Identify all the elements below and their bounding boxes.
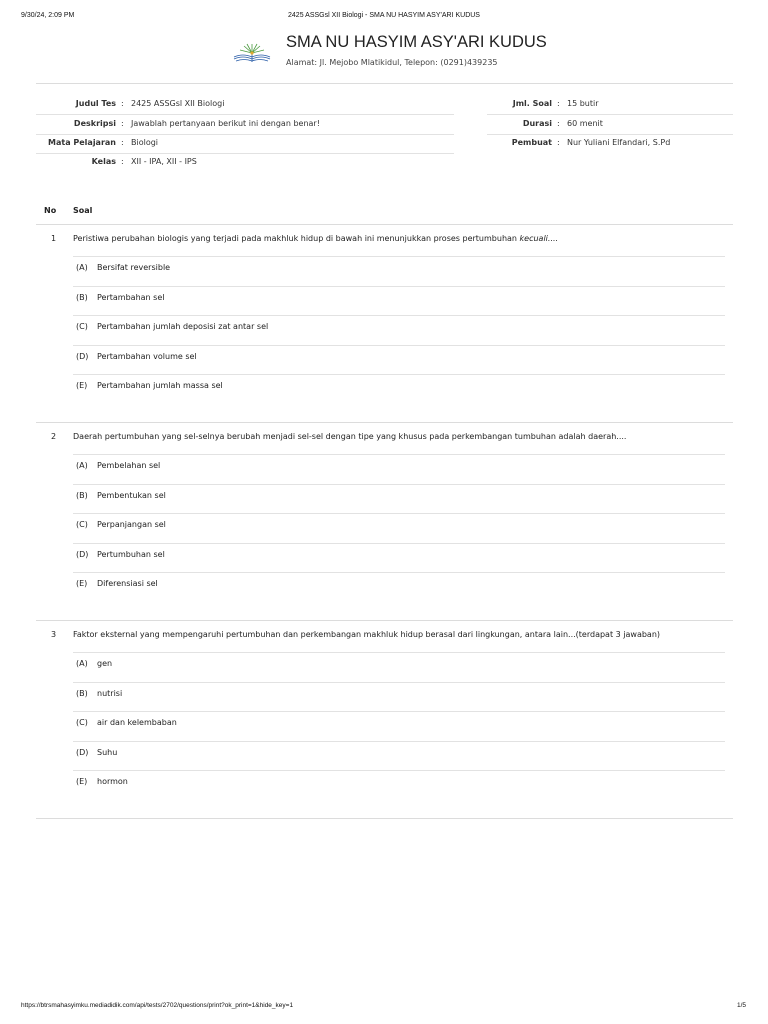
school-name: SMA NU HASYIM ASY'ARI KUDUS — [286, 33, 547, 51]
option-letter: (D) — [76, 748, 89, 757]
column-header-no: No — [44, 206, 57, 215]
question-text-main: Peristiwa perubahan biologis yang terjadi pada makhluk hidup di bawah ini menunjukkan proses pertumbuhan — [73, 234, 520, 243]
option-a — [73, 454, 725, 484]
question-text: Daerah pertumbuhan yang sel-selnya berubah menjadi sel-sel dengan tipe yang khusus pada perkembangan tumbuhan adalah daerah.... — [73, 432, 627, 441]
option-a — [73, 256, 725, 286]
info-colon: : — [121, 99, 124, 108]
option-text: air dan kelembaban — [97, 718, 177, 727]
option-letter: (D) — [76, 550, 89, 559]
test-info-left — [36, 95, 454, 175]
option-c — [73, 513, 725, 543]
school-header — [0, 33, 768, 73]
info-colon: : — [557, 99, 560, 108]
questions-table-header — [36, 205, 733, 225]
option-e — [73, 572, 725, 602]
option-text: Pertambahan volume sel — [97, 352, 197, 361]
option-text: Pembelahan sel — [97, 461, 161, 470]
option-d — [73, 345, 725, 375]
school-address: Alamat: Jl. Mejobo Mlatikidul, Telepon: (0291)439235 — [286, 58, 498, 67]
option-c — [73, 315, 725, 345]
info-value: Biologi — [131, 138, 159, 147]
info-label: Mata Pelajaran — [48, 138, 116, 147]
option-text: Bersifat reversible — [97, 263, 171, 272]
option-letter: (D) — [76, 352, 89, 361]
option-e — [73, 770, 725, 800]
option-letter: (C) — [76, 520, 88, 529]
test-info-right — [487, 95, 733, 155]
info-row-mapel — [36, 134, 454, 154]
question-divider — [36, 620, 733, 621]
print-footer — [0, 1002, 768, 1014]
question-number: 2 — [51, 432, 57, 441]
option-letter: (A) — [76, 461, 88, 470]
option-d — [73, 543, 725, 573]
option-letter: (E) — [76, 381, 88, 390]
info-value: Jawablah pertanyaan berikut ini dengan benar! — [131, 119, 320, 128]
info-value: XII - IPA, XII - IPS — [131, 157, 197, 166]
info-label: Durasi — [522, 119, 552, 128]
option-text: Pembentukan sel — [97, 491, 166, 500]
option-text: Diferensiasi sel — [97, 579, 158, 588]
option-letter: (B) — [76, 491, 88, 500]
print-title: 2425 ASSGsl XII Biologi - SMA NU HASYIM ASY'ARI KUDUS — [288, 12, 480, 19]
option-b — [73, 286, 725, 316]
info-label: Jml. Soal — [512, 99, 552, 108]
option-letter: (A) — [76, 263, 88, 272]
option-text: Pertambahan jumlah deposisi zat antar sel — [97, 322, 269, 331]
question-number: 3 — [51, 630, 57, 639]
question-text-italic: kecuali.... — [519, 234, 559, 243]
option-text: hormon — [97, 777, 128, 786]
info-label: Kelas — [91, 157, 116, 166]
question-text: Faktor eksternal yang mempengaruhi pertumbuhan dan perkembangan makhluk hidup berasal dari lingkungan, antara lain...(terdapat 3 jawaban) — [73, 630, 661, 639]
question-item — [36, 432, 733, 620]
info-value: 2425 ASSGsl XII Biologi — [131, 99, 225, 108]
info-row-pembuat — [487, 134, 733, 153]
info-colon: : — [557, 138, 560, 147]
info-row-judul — [36, 95, 454, 115]
print-url: https://btrsmahasyimku.mediadidik.com/api/tests/2702/questions/print?ok_print=1&hide_key=1 — [21, 1002, 294, 1009]
header-divider — [36, 83, 733, 84]
info-colon: : — [557, 119, 560, 128]
option-a — [73, 652, 725, 682]
option-letter: (E) — [76, 579, 88, 588]
info-colon: : — [121, 138, 124, 147]
school-logo-icon — [232, 41, 272, 65]
question-divider — [36, 818, 733, 819]
option-b — [73, 682, 725, 712]
question-divider — [36, 422, 733, 423]
option-letter: (B) — [76, 689, 88, 698]
print-date: 9/30/24, 2:09 PM — [21, 12, 75, 19]
option-letter: (A) — [76, 659, 88, 668]
option-letter: (B) — [76, 293, 88, 302]
option-letter: (E) — [76, 777, 88, 786]
info-colon: : — [121, 157, 124, 166]
option-b — [73, 484, 725, 514]
option-text: Suhu — [97, 748, 118, 757]
option-text: gen — [97, 659, 113, 668]
question-text — [73, 234, 728, 243]
info-value: 15 butir — [567, 99, 599, 108]
question-item — [36, 234, 733, 422]
info-label: Deskripsi — [73, 119, 116, 128]
info-row-kelas — [36, 153, 454, 172]
info-value: 60 menit — [567, 119, 603, 128]
option-letter: (C) — [76, 718, 88, 727]
info-colon: : — [121, 119, 124, 128]
option-text: Perpanjangan sel — [97, 520, 166, 529]
info-row-jml-soal — [487, 95, 733, 115]
option-text: Pertumbuhan sel — [97, 550, 165, 559]
page-number: 1/5 — [736, 1002, 746, 1009]
question-number: 1 — [51, 234, 57, 243]
option-c — [73, 711, 725, 741]
info-row-deskripsi — [36, 115, 454, 135]
option-e — [73, 374, 725, 404]
option-letter: (C) — [76, 322, 88, 331]
column-header-soal: Soal — [73, 206, 93, 215]
question-item — [36, 630, 733, 818]
option-text: Pertambahan jumlah massa sel — [97, 381, 223, 390]
print-header — [0, 12, 768, 24]
option-text: Pertambahan sel — [97, 293, 165, 302]
info-value: Nur Yuliani Elfandari, S.Pd — [567, 138, 671, 147]
option-text: nutrisi — [97, 689, 123, 698]
info-label: Pembuat — [511, 138, 552, 147]
info-label: Judul Tes — [75, 99, 116, 108]
info-row-durasi — [487, 115, 733, 135]
option-d — [73, 741, 725, 771]
